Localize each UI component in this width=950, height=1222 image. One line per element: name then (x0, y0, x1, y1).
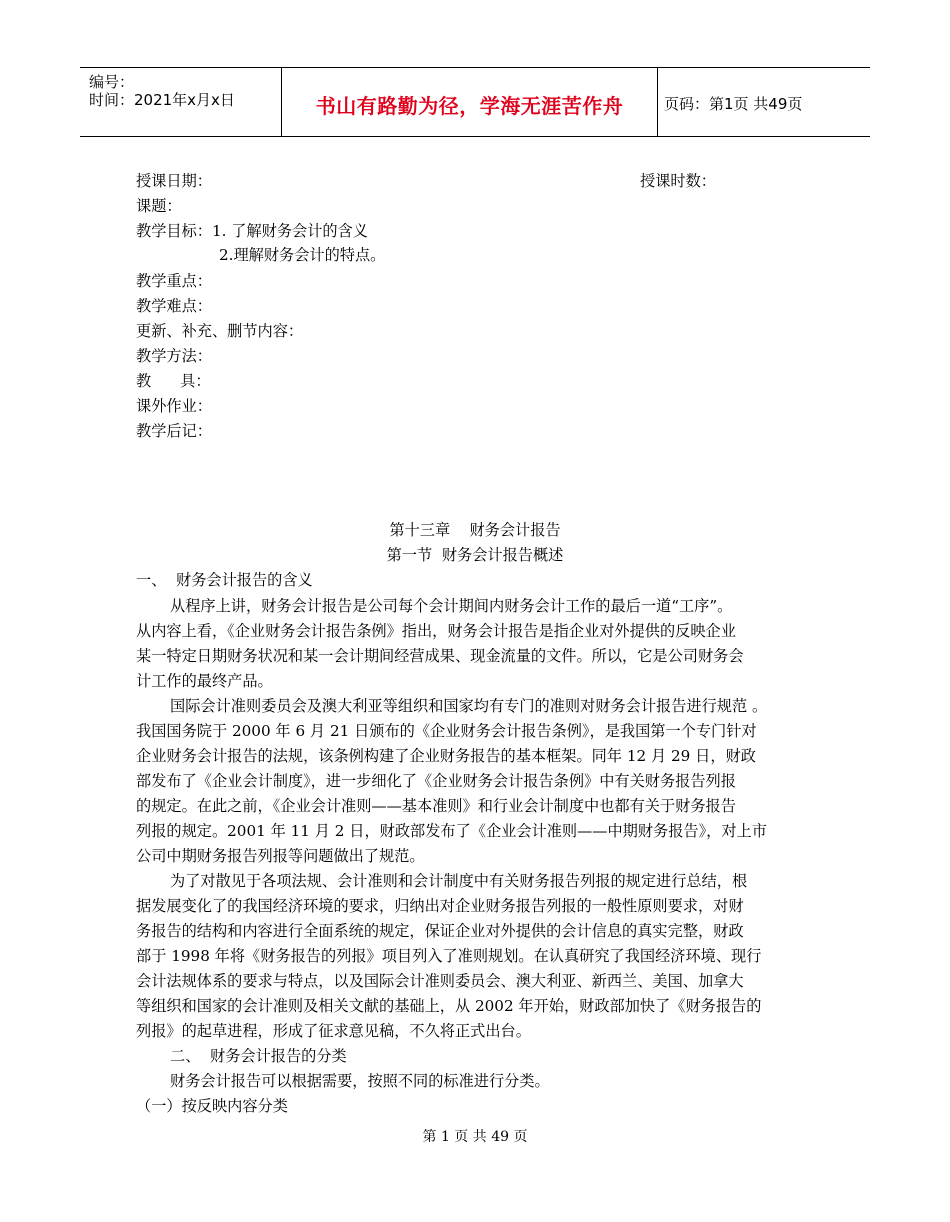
heading-classification: 二、 财务会计报告的分类 (170, 1047, 347, 1065)
teaching-difficulty-label: 教学难点： (136, 297, 212, 315)
subheading-by-content: （一）按反映内容分类 (136, 1097, 288, 1115)
paragraph-line: 计工作的最终产品。 (136, 672, 273, 690)
header-page-cell (658, 68, 870, 136)
page-footer: 第 1 页 共 49 页 (422, 1129, 528, 1145)
paragraph-line: 我国国务院于 2000 年 6 月 21 日颁布的《企业财务会计报告条例》，是我国第一个专门针对 (136, 722, 757, 740)
header-motto-cell (282, 68, 658, 136)
lesson-topic-label: 课题： (136, 197, 182, 215)
paragraph-line: 为了对散见于各项法规、会计准则和会计制度中有关财务报告列报的规定进行总结，根 (170, 872, 748, 890)
document-header (80, 67, 870, 137)
paragraph-line: 公司中期财务报告列报等问题做出了规范。 (136, 847, 425, 865)
heading-definition: 一、 财务会计报告的含义 (136, 571, 313, 589)
paragraph-line: 某一特定日期财务状况和某一会计期间经营成果、现金流量的文件。所以，它是公司财务会 (136, 647, 744, 665)
document-time-label: 时间：2021年x月x日 (89, 91, 235, 109)
paragraph-line: 国际会计准则委员会及澳大利亚等组织和国家均有专门的准则对财务会计报告进行规范 。 (170, 697, 768, 715)
teaching-notes-label: 教学后记： (136, 422, 212, 440)
chapter-title: 第十三章 财务会计报告 (389, 521, 561, 539)
teaching-goal-2: 2.理解财务会计的特点。 (219, 246, 386, 264)
update-content-label: 更新、补充、删节内容： (136, 322, 304, 340)
paragraph-line: 财务会计报告可以根据需要，按照不同的标准进行分类。 (170, 1072, 550, 1090)
paragraph-line: 的规定。在此之前，《企业会计准则——基本准则》和行业会计制度中也都有关于财务报告 (136, 797, 736, 815)
paragraph-line: 列报的规定。2001 年 11 月 2 日，财政部发布了《企业会计准则——中期财务报告》，对上市 (136, 822, 767, 840)
lesson-date-label: 授课日期： (136, 172, 212, 190)
paragraph-line: 务报告的结构和内容进行全面系统的规定，保证企业对外提供的会计信息的真实完整，财政 (136, 922, 744, 940)
teaching-tools-label: 教 具： (136, 372, 211, 390)
paragraph-line: 企业财务会计报告的法规，该条例构建了企业财务报告的基本框架。同年 12 月 29 日，财政 (136, 747, 756, 765)
paragraph-line: 会计法规体系的要求与特点，以及国际会计准则委员会、澳大利亚、新西兰、美国、加拿大 (136, 972, 744, 990)
paragraph-line: 据发展变化了的我国经济环境的要求，归纳出对企业财务报告列报的一般性原则要求，对财 (136, 897, 744, 915)
paragraph-line: 列报》的起草进程，形成了征求意见稿，不久将正式出台。 (136, 1022, 531, 1040)
paragraph-line: 部发布了《企业会计制度》，进一步细化了《企业财务会计报告条例》中有关财务报告列报 (136, 772, 736, 790)
motto-text: 书山有路勤为径，学海无涯苦作舟 (315, 94, 624, 118)
paragraph-line: 从内容上看，《企业财务会计报告条例》指出，财务会计报告是指企业对外提供的反映企业 (136, 622, 736, 640)
teaching-key-label: 教学重点： (136, 272, 212, 290)
paragraph-line: 部于 1998 年将《财务报告的列报》项目列入了准则规划。在认真研究了我国经济环境、现行 (136, 947, 762, 965)
paragraph-line: 等组织和国家的会计准则及相关文献的基础上，从 2002 年开始，财政部加快了《财务报告的 (136, 997, 762, 1015)
lesson-hours-label: 授课时数： (640, 172, 716, 190)
section-title: 第一节 财务会计报告概述 (386, 546, 564, 564)
homework-label: 课外作业： (136, 397, 212, 415)
teaching-goal-label: 教学目标：1. 了解财务会计的含义 (136, 222, 368, 240)
teaching-method-label: 教学方法： (136, 347, 212, 365)
paragraph-line: 从程序上讲，财务会计报告是公司每个会计期间内财务会计工作的最后一道“工序”。 (170, 597, 733, 615)
document-number-label: 编号： (89, 73, 135, 91)
header-meta-cell (80, 68, 282, 136)
header-page-info: 页码：第1页 共49页 (664, 95, 803, 113)
